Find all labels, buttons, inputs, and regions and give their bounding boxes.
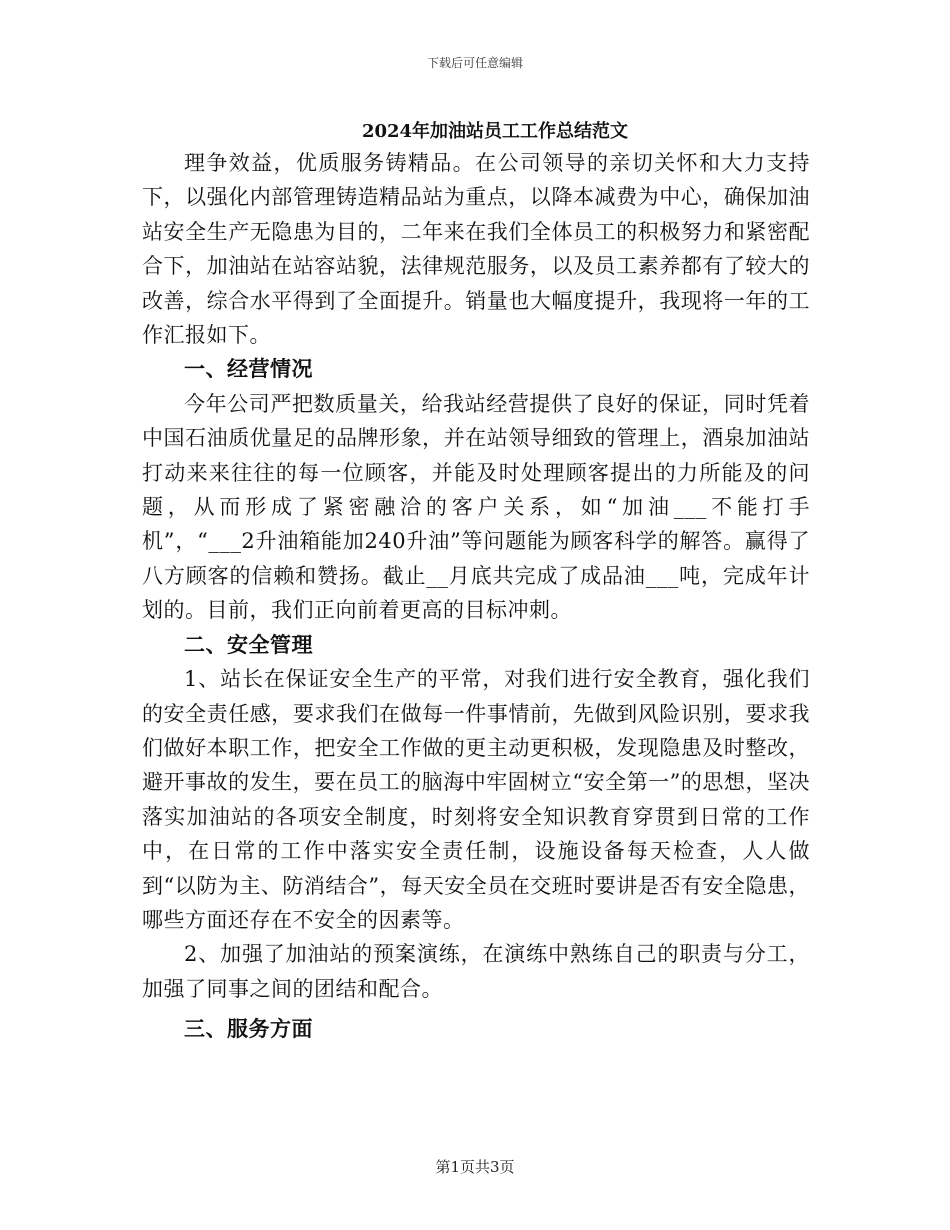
section-heading-safety: 二、安全管理 [184,631,313,657]
safety-paragraph-1: 1、站长在保证安全生产的平常，对我们进行安全教育，强化我们的安全责任感，要求我们在做每一件事情前，先做到风险识别，要求我们做好本职工作，把安全工作做的更主动更积极，发现隐患及时整改，避开事故的发生，要在员工的脑海中牢固树立“安全第一”的思想，坚决落实加油站的各项安全制度，时刻将安全知识教育穿贯到日常的工作中，在日常的工作中落实安全责任制，设施设备每天检查，人人做到“以防为主、防消结合”，每天安全员在交班时要讲是否有安全隐患，哪些方面还存在不安全的因素等。 [142,667,810,932]
safety-paragraph-2: 2、加强了加油站的预案演练，在演练中熟练自己的职责与分工，加强了同事之间的团结和配合。 [142,942,810,1001]
page-footer: 第1页共3页 [435,1158,515,1176]
document-body [142,146,810,1047]
header-note: 下载后可任意编辑 [426,56,523,70]
section-heading-service: 三、服务方面 [184,1016,313,1042]
intro-paragraph: 理争效益，优质服务铸精品。在公司领导的亲切关怀和大力支持下，以强化内部管理铸造精品站为重点，以降本减费为中心，确保加油站安全生产无隐患为目的，二年来在我们全体员工的积极努力和紧密配合下，加油站在站容站貌，法律规范服务，以及员工素养都有了较大的改善，综合水平得到了全面提升。销量也大幅度提升，我现将一年的工作汇报如下。 [142,151,810,348]
section-heading-operations: 一、经营情况 [184,356,313,382]
document-title: 2024年加油站员工工作总结范文 [361,121,629,142]
operations-paragraph: 今年公司严把数质量关，给我站经营提供了良好的保证，同时凭着中国石油质优量足的品牌形象，并在站领导细致的管理上，酒泉加油站打动来来往往的每一位顾客，并能及时处理顾客提出的力所能及的问题，从而形成了紧密融洽的客户关系，如“加油___不能打手机”，“___2升油箱能加240升油”等问题能为顾客科学的解答。赢得了八方顾客的信赖和赞扬。截止__月底共完成了成品油___吨，完成年计划的。目前，我们正向前着更高的目标冲刺。 [142,391,810,623]
